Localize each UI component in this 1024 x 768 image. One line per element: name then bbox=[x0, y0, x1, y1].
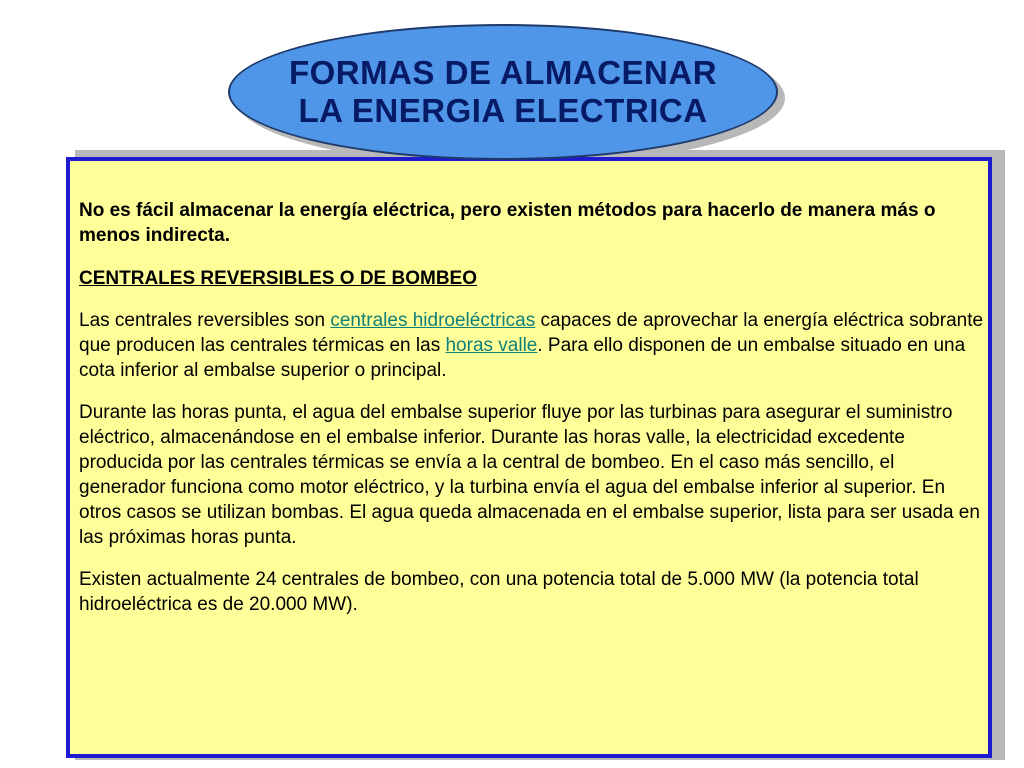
title-oval bbox=[228, 24, 778, 160]
paragraph-text: . Para ello disponen de un embalse situado en una cota inferior al embalse superior o principal. bbox=[79, 335, 966, 381]
paragraph-horas-punta: Durante las horas punta, el agua del embalse superior fluye por las turbinas para asegurar el suministro eléctrico, almacenándose en el embalse inferior. Durante las horas valle, la electricidad excedente producida por las centrales térmicas se envía a la central de bombeo. En el caso más sencillo, el generador funciona como motor eléctrico, y la turbina envía el agua del embalse inferior al superior. En otros casos se utilizan bombas. El agua queda almacenada en el embalse superior, lista para ser usada en las próximas horas punta. bbox=[79, 402, 980, 548]
paragraph-text: capaces de aprovechar la energía eléctrica sobrante que producen las centrales térmicas en las bbox=[79, 310, 984, 356]
paragraph-centrales-reversibles bbox=[79, 308, 984, 383]
link-centrales-hidroelectricas[interactable]: centrales hidroeléctricas bbox=[330, 310, 536, 331]
intro-paragraph: No es fácil almacenar la energía eléctrica, pero existen métodos para hacerlo de manera más o menos indirecta. bbox=[79, 200, 936, 246]
link-horas-valle[interactable]: horas valle bbox=[445, 335, 538, 356]
slide-title-line-2: LA ENERGIA ELECTRICA bbox=[298, 92, 708, 129]
paragraph-centrales-de-bombeo: Existen actualmente 24 centrales de bombeo, con una potencia total de 5.000 MW (la potencia total hidroeléctrica es de 20.000 MW). bbox=[79, 569, 919, 615]
slide-title-line-1: FORMAS DE ALMACENAR bbox=[288, 54, 718, 91]
paragraph-text: Las centrales reversibles son bbox=[79, 310, 331, 331]
slide-body bbox=[79, 198, 984, 617]
section-heading: CENTRALES REVERSIBLES O DE BOMBEO bbox=[79, 268, 477, 289]
